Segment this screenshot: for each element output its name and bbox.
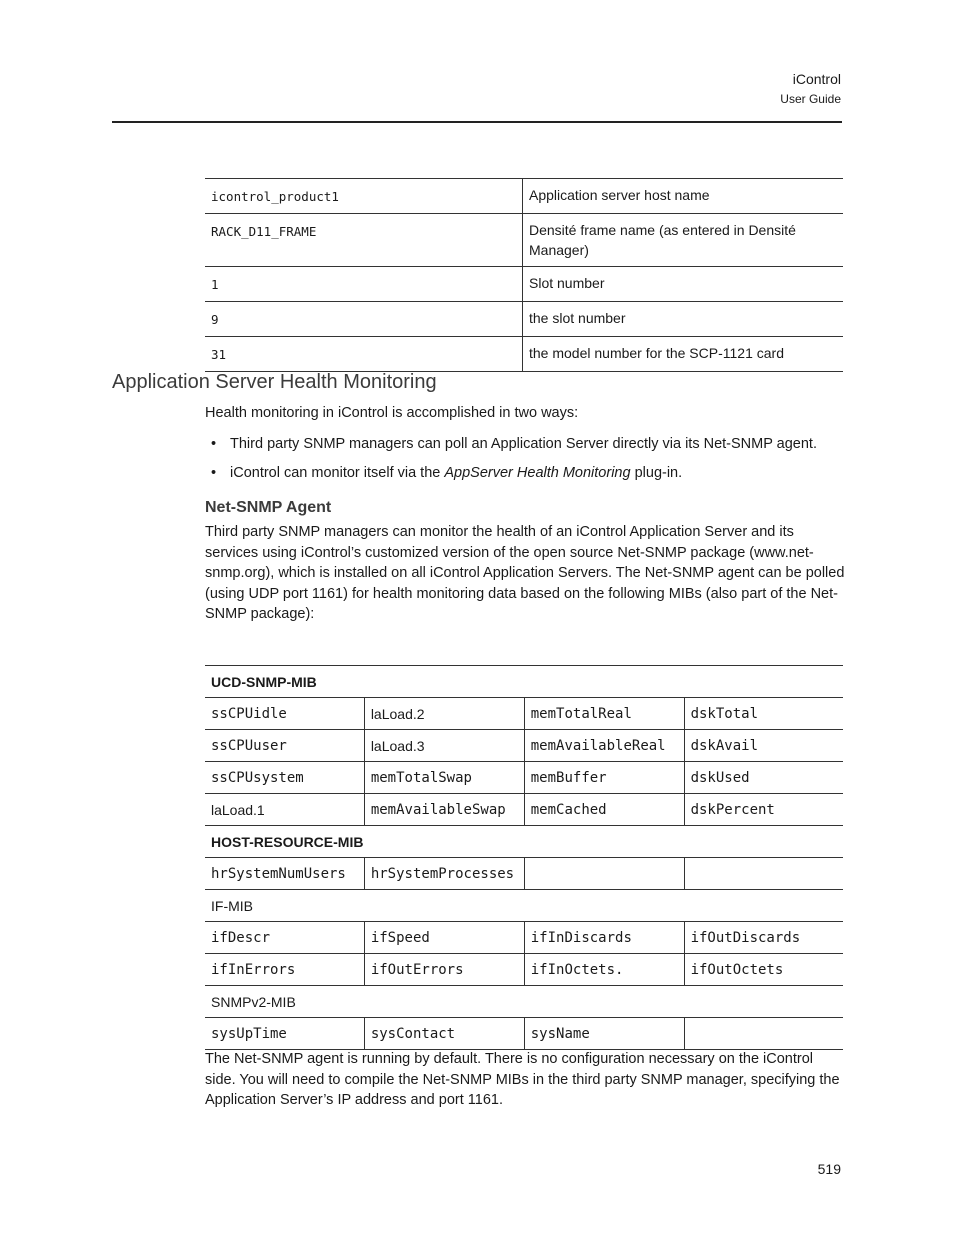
section-intro: Health monitoring in iControl is accomplished in two ways: xyxy=(205,405,579,421)
param-description: Slot number xyxy=(529,275,605,291)
bullet-icon: • xyxy=(211,436,217,452)
table-row xyxy=(205,267,843,302)
mib-group-row xyxy=(205,666,843,698)
table-row xyxy=(205,302,843,337)
mib-group-name: SNMPv2-MIB xyxy=(211,993,296,1010)
parameter-table xyxy=(205,178,843,372)
param-code: 1 xyxy=(205,267,523,302)
mib-group-row xyxy=(205,890,843,922)
bullet-icon: • xyxy=(211,465,217,481)
mib-object: ifInErrors xyxy=(211,961,296,978)
mib-object: memBuffer xyxy=(524,762,684,794)
mib-object xyxy=(684,858,843,890)
mib-object: sysName xyxy=(524,1018,684,1050)
mib-object: hrSystemNumUsers xyxy=(211,865,346,882)
table-row xyxy=(205,922,843,954)
param-code: icontrol_product1 xyxy=(205,179,523,214)
page-number: 519 xyxy=(817,1161,841,1177)
bullet-text: Third party SNMP managers can poll an Application Server directly via its Net-SNMP agent. xyxy=(230,436,817,452)
mib-object: ifDescr xyxy=(211,929,271,946)
bullet-list xyxy=(205,434,845,492)
mib-object: laLoad.3 xyxy=(364,730,524,762)
mib-group-row xyxy=(205,826,843,858)
header-rule xyxy=(112,121,842,123)
mib-object: ifInDiscards xyxy=(524,922,684,954)
list-item xyxy=(205,463,845,483)
header-guide-title: User Guide xyxy=(780,92,841,106)
closing-paragraph: The Net-SNMP agent is running by default. There is no configuration necessary on the iControl side. You will need to compile the Net-SNMP MIBs in the third party SNMP manager, specifying the Application Server’s IP address and port 1161. xyxy=(205,1051,840,1108)
mib-object: hrSystemProcesses xyxy=(364,858,524,890)
mib-object: ifInOctets. xyxy=(524,954,684,986)
mib-object: dskTotal xyxy=(684,698,843,730)
mib-object: ifOutDiscards xyxy=(684,922,843,954)
subsection-title: Net-SNMP Agent xyxy=(205,499,332,516)
mib-object: laLoad.2 xyxy=(364,698,524,730)
mib-object: ifSpeed xyxy=(364,922,524,954)
param-description: Densité frame name (as entered in Densité Manager) xyxy=(529,222,796,258)
table-row xyxy=(205,337,843,372)
mib-object: memAvailableSwap xyxy=(364,794,524,826)
table-row xyxy=(205,1018,843,1050)
mib-object: sysContact xyxy=(364,1018,524,1050)
header-product: iControl xyxy=(792,71,841,87)
bullet-text-post: plug-in. xyxy=(630,465,683,481)
mib-object: memAvailableReal xyxy=(524,730,684,762)
mib-group-row xyxy=(205,986,843,1018)
mib-object xyxy=(524,858,684,890)
mib-object: memTotalReal xyxy=(524,698,684,730)
mib-object: ifOutErrors xyxy=(364,954,524,986)
table-row xyxy=(205,179,843,214)
mib-object xyxy=(684,1018,843,1050)
param-code: RACK_D11_FRAME xyxy=(205,214,523,267)
table-row xyxy=(205,214,843,267)
intro-paragraph: Third party SNMP managers can monitor the health of an iControl Application Server and its services using iControl’s customized version of the open source Net-SNMP package (www.net-snmp.org), which is installed on all iControl Application Servers. The Net-SNMP agent can be polled (using UDP port 1161) for health monitoring data based on the following MIBs (also part of the Net-SNMP package): xyxy=(205,524,845,622)
mib-object: dskUsed xyxy=(684,762,843,794)
mib-group-name: HOST-RESOURCE-MIB xyxy=(211,833,364,850)
mib-group-name: IF-MIB xyxy=(211,897,253,914)
section-title: Application Server Health Monitoring xyxy=(112,371,437,393)
mib-object: dskAvail xyxy=(684,730,843,762)
plugin-name: AppServer Health Monitoring xyxy=(444,465,631,481)
mib-object: ssCPUuser xyxy=(211,737,287,754)
mib-table xyxy=(205,665,843,1050)
list-item xyxy=(205,434,845,454)
param-code: 9 xyxy=(205,302,523,337)
table-row xyxy=(205,730,843,762)
table-row xyxy=(205,698,843,730)
table-row xyxy=(205,858,843,890)
table-row xyxy=(205,954,843,986)
mib-object: laLoad.1 xyxy=(211,801,265,818)
bullet-text-pre: iControl can monitor itself via the xyxy=(230,465,445,481)
param-description: the model number for the SCP-1121 card xyxy=(529,345,784,361)
param-code: 31 xyxy=(205,337,523,372)
mib-object: ifOutOctets xyxy=(684,954,843,986)
mib-object: ssCPUidle xyxy=(211,705,287,722)
param-description: the slot number xyxy=(529,310,626,326)
param-description: Application server host name xyxy=(529,187,710,203)
mib-group-name: UCD-SNMP-MIB xyxy=(211,673,317,690)
mib-object: memCached xyxy=(524,794,684,826)
mib-object: dskPercent xyxy=(684,794,843,826)
mib-object: sysUpTime xyxy=(211,1025,287,1042)
table-row xyxy=(205,762,843,794)
mib-object: memTotalSwap xyxy=(364,762,524,794)
mib-object: ssCPUsystem xyxy=(211,769,304,786)
table-row xyxy=(205,794,843,826)
